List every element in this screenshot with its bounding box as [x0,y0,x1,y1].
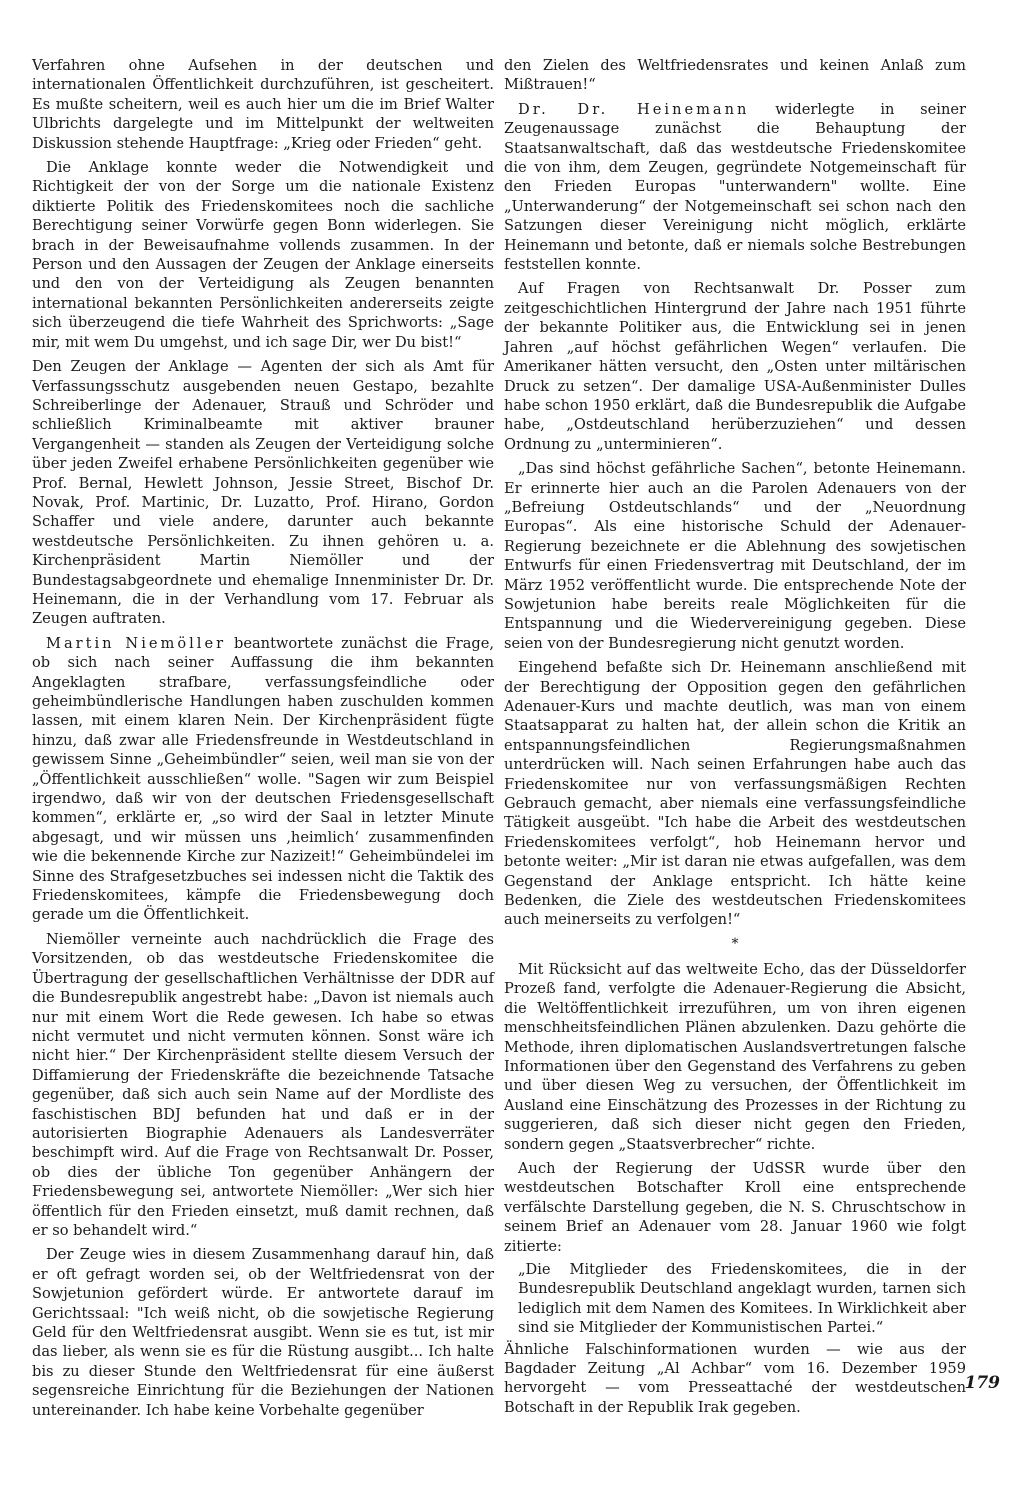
paragraph: Niemöller verneinte auch nachdrücklich die Frage des Vorsitzenden, ob das westdeutsche Friedenskomitee die Übertragung der gesellschaftlichen Verhältnisse der DDR auf die Bundesrepublik angestrebt habe: „Davon ist niemals auch nur mit einem Wort die Rede gewesen. Ich habe so etwas nicht vermutet und nicht vermuten können. Sonst wäre ich nicht hier.“ Der Kirchenpräsident stellte diesem Versuch der Diffamierung der Friedenskräfte die bezeichnende Tatsache gegenüber, daß sich auch sein Name auf der Mordliste des faschistischen BDJ befunden hat und daß er in der autorisierten Biographie Adenauers als Landesverräter beschimpft wird. Auf die Frage von Rechtsanwalt Dr. Posser, ob dies der übliche Ton gegenüber Anhängern der Friedensbewegung sei, antwortete Niemöller: „Wer sich hier öffentlich für den Frieden einsetzt, muß damit rechnen, daß er so behandelt wird.“ [32,930,494,1239]
paragraph: Die Anklage konnte weder die Notwendigkeit und Richtigkeit der von der Sorge um die nationale Existenz diktierte Politik des Friedenskomitees noch die sachliche Berechtigung seiner Vorwürfe gegen Bonn widerlegen. Sie brach in der Beweisaufnahme vollends zusammen. In der Person und den Aussagen der Zeugen der Anklage einerseits und den von der Verteidigung als Zeugen benannten international bekannten Persönlichkeiten andererseits zeigte sich überzeugend die tiefe Wahrheit des Sprichworts: „Sage mir, mit wem Du umgehst, und ich sage Dir, wer Du bist!“ [32,159,494,351]
document-page [32,56,998,1456]
paragraph: Der Zeuge wies in diesem Zusammenhang darauf hin, daß er oft gefragt worden sei, ob der Weltfriedensrat von der Sowjetunion gefördert würde. Er antwortete darauf im Gerichtssaal: "Ich weiß nicht, ob die sowjetische Regierung Geld für den Weltfriedensrat ausgibt. Wenn sie es tut, ist mir das lieber, als wenn sie es für die Rüstung ausgibt... Ich halte bis zu dieser Stunde den Weltfriedensrat für eine äußerst segensreiche Einrichtung für die Beziehungen der Nationen untereinander. Ich habe keine Vorbehalte gegenüber [32,1246,494,1419]
paragraph-text: beantwortete zunächst die Frage, ob sich nach seiner Auffassung die ihm bekannten Angeklagten strafbare, verfassungsfeindliche oder geheimbündlerische Handlungen haben zuschulden kommen lassen, mit einem klaren Nein. Der Kirchenpräsident fügte hinzu, daß zwar alle Friedensfreunde in Westdeutschland in gewissem Sinne „Geheimbündler“ seien, weil man sie von der „Öffentlichkeit ausschließen“ wolle. "Sagen wir zum Beispiel irgendwo, daß wir von der deutschen Friedensgesellschaft kommen“, erklärte er, „so wird der Saal in letzter Minute abgesagt, und wir müssen uns ‚heimlich‘ zusammenfinden wie die bekennende Kirche zur Nazizeit!“ Geheimbündelei im Sinne des Strafgesetzbuches sei indessen nicht die Taktik des Friedenskomitees, kämpfe die Friedensbewegung doch gerade um die Öffentlichkeit. [32,634,495,924]
paragraph: Eingehend befaßte sich Dr. Heinemann anschließend mit der Berechtigung der Opposition gegen den gefährlichen Adenauer-Kurs und machte deutlich, was man von einem Staatsapparat zu halten hat, der allein schon die Kritik an entspannungsfeindlichen Regierungsmaßnahmen unterdrücken will. Nach seinen Erfahrungen habe auch das Friedenskomitee nur von verfassungsmäßigen Rechten Gebrauch gemacht, aber niemals eine verfassungsfeindliche Tätigkeit ausgeübt. "Ich habe die Arbeit des westdeutschen Friedenskomitees verfolgt“, hob Heinemann hervor und betonte weiter: „Mir ist daran nie etwas aufgefallen, was dem Gegenstand der Anklage entspricht. Ich hätte keine Bedenken, die Ziele des westdeutschen Friedenskomitees auch meinerseits zu verfolgen!“ [504,659,966,929]
paragraph [504,100,966,275]
page-number: 179 [964,1373,1000,1393]
paragraph: „Das sind höchst gefährliche Sachen“, betonte Heinemann. Er erinnerte hier auch an die Parolen Adenauers von der „Befreiung Ostdeutschlands“ und der „Neuordnung Europas“. Als eine historische Schuld der Adenauer-Regierung bezeichnete er die Ablehnung des sowjetischen Entwurfs für einen Friedensvertrag mit Deutschland, der im März 1952 veröffentlicht wurde. Die entsprechende Note der Sowjetunion habe bereits reale Möglichkeiten für die Entspannung und die Wiedervereinigung gegeben. Diese seien von der Bundesregierung nicht genutzt worden. [504,460,966,652]
left-column [32,56,494,1420]
paragraph: Ähnliche Falschinformationen wurden — wie aus der Bagdader Zeitung „Al Achbar“ vom 16. Dezember 1959 hervorgeht — vom Presseattaché der westdeutschen Botschaft in der Republik Irak gegeben. [504,1340,966,1416]
paragraph-text: widerlegte in seiner Zeugenaussage zunächst die Behauptung der Staatsanwaltschaft, daß das westdeutsche Friedenskomitee die von ihm, dem Zeugen, gegründete Notgemeinschaft für den Frieden Europas "unterwandern" wollte. Eine „Unterwanderung“ der Notgemeinschaft sei schon nach den Satzungen dieser Vereinigung nicht möglich, erklärte Heinemann und betonte, daß er niemals solche Bestrebungen feststellen konnte. [504,100,966,274]
right-column [504,56,966,1417]
paragraph [32,634,494,925]
paragraph: Verfahren ohne Aufsehen in der deutschen und internationalen Öffentlichkeit durchzuführen, ist gescheitert. Es mußte scheitern, weil es auch hier um die im Brief Walter Ulbrichts dargelegte und im Mittelpunkt der weltweiten Diskussion stehende Hauptfrage: „Krieg oder Frieden“ geht. [32,57,494,152]
paragraph: den Zielen des Weltfriedensrates und keinen Anlaß zum Mißtrauen!“ [504,57,966,94]
paragraph: Auch der Regierung der UdSSR wurde über den westdeutschen Botschafter Kroll eine entsprechende verfälschte Darstellung gegeben, die N. S. Chruschtschow in seinem Brief an Adenauer vom 28. Januar 1960 wie folgt zitierte: [504,1159,966,1255]
paragraph: Den Zeugen der Anklage — Agenten der sich als Amt für Verfassungsschutz ausgebenden neuen Gestapo, bezahlte Schreiberlinge der Adenauer, Strauß und Schröder und schließlich Kriminalbeamte mit aktiver brauner Vergangenheit — standen als Zeugen der Verteidigung solche über jeden Zweifel erhabene Persönlichkeiten gegenüber wie Prof. Bernal, Hewlett Johnson, Jessie Street, Bischof Dr. Novak, Prof. Martinic, Dr. Luzatto, Prof. Hirano, Gordon Schaffer und viele andere, darunter auch bekannte westdeutsche Persönlichkeiten. Zu ihnen gehören u. a. Kirchenpräsident Martin Niemöller und der Bundestagsabgeordnete und ehemalige Innenminister Dr. Dr. Heinemann, die in der Verhandlung vom 17. Februar als Zeugen auftraten. [32,358,494,628]
paragraph: Mit Rücksicht auf das weltweite Echo, das der Düsseldorfer Prozeß fand, verfolgte die Adenauer-Regierung die Absicht, die Weltöffentlichkeit irrezuführen, um von ihren eigenen menschheitsfeindlichen Plänen abzulenken. Dazu gehörte die Methode, ihren diplomatischen Auslandsvertretungen falsche Informationen über den Gegenstand des Verfahrens zu geben und über diesen Weg zu versuchen, der Öffentlichkeit im Ausland eine Einschätzung des Prozesses in der Richtung zu suggerieren, daß sich dieser nicht gegen den Frieden, sondern gegen „Staatsverbrecher“ richte. [504,960,966,1153]
section-separator: * [731,935,739,952]
block-quote: „Die Mitglieder des Friedenskomitees, die in der Bundesrepublik Deutschland angeklagt wurden, tarnen sich lediglich mit dem Namen des Komitees. In Wirklichkeit aber sind sie Mitglieder der Kommunistischen Partei.“ [518,1260,966,1337]
person-name: Martin Niemöller [46,634,227,652]
person-name: Dr. Dr. Heinemann [518,100,750,118]
paragraph: Auf Fragen von Rechtsanwalt Dr. Posser zum zeitgeschichtlichen Hintergrund der Jahre nach 1951 führte der bekannte Politiker aus, die Entwicklung sei in jenen Jahren „auf höchst gefährlichen Wegen“ verlaufen. Die Amerikaner hätten versucht, den „Osten unter miltärischen Druck zu setzen“. Der damalige USA-Außenminister Dulles habe schon 1950 erklärt, daß die Bundesrepublik die Aufgabe habe, „Ostdeutschland herüberzuziehen“ und dessen Ordnung zu „unterminieren“. [504,280,966,453]
